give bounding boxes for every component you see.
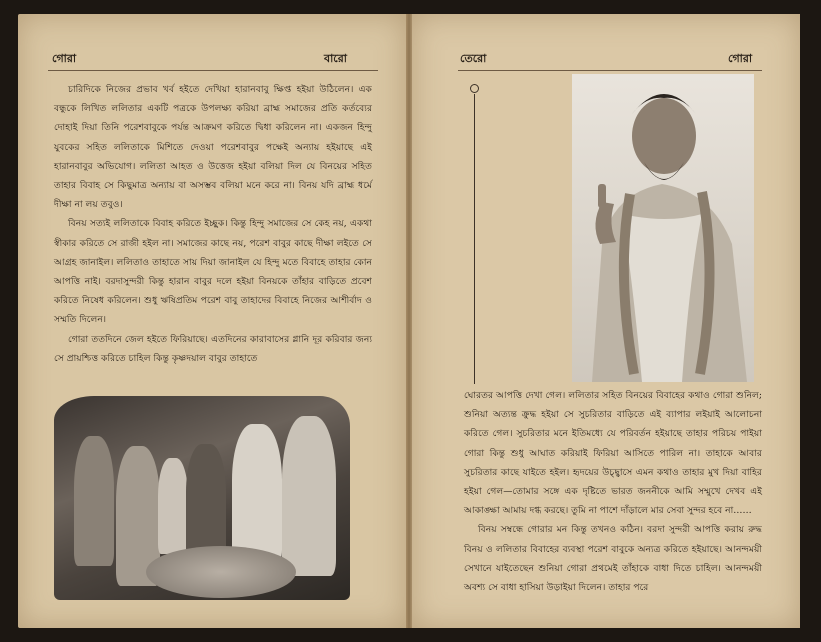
figure-man-dhoti	[232, 424, 282, 564]
right-page-number: তেরো	[460, 52, 487, 65]
round-table	[146, 546, 296, 598]
header-rule	[458, 70, 762, 71]
film-still-group-photo	[54, 396, 350, 600]
paragraph: বিনয় সম্বন্ধে গোরার মন কিন্তু তখনও কঠিন। বরদা সুন্দরী আপত্তি করায় রুদ্ধ বিনয় ও ললিতার বিবাহের ব্যবস্থা পরেশ বাবুকে অন্যত্র করিতে হইয়াছে। আনন্দময়ী সেখানে যাইতেছেন শুনিয়া গোরা প্রথমেই তাঁহাকে বাধা দিতে চাহিল। আনন্দময়ী অবশ্য সে বাধা হাসিয়া উড়াইয়া দিলেন। তাহার পরে	[464, 524, 762, 594]
paragraph: বিনয় সত্যই ললিতাকে বিবাহ করিতে ইচ্ছুক। কিন্তু হিন্দু সমাজের সে কেহ নয়, একথা স্বীকার করিতে সে রাজী হইল না। সমাজের কাছে নয়, পরেশ বাবুর কাছে দীক্ষা লইতে সে আগ্রহ জানাইল। ললিতাও তাহাতে সায় দিয়া জানাইল যে হিন্দু মতে বিবাহে তাহার কোন আপত্তি নাই। বরদাসুন্দরী কিন্তু হারান বাবুর দলে হইয়া বিনয়কে তাঁহার বাড়িতে প্রবেশ করিতে নিষেধ করিলেন। শুধু ঋষিপ্রতিম পরেশ বাবু তাহাদের বিবাহে নিজের আশীর্বাদ ও সম্মতি দিলেন।	[54, 218, 372, 326]
paragraph: গোরা ততদিনে জেল হইতে ফিরিয়াছে। এতদিনের কারাবাসের গ্লানি দূর করিবার জন্য সে প্রায়শ্চিত্ত করিতে চাহিল কিন্তু কৃষ্ণদয়াল বাবুর তাহাতে	[54, 333, 372, 364]
right-running-header-title: গোরা	[728, 52, 753, 65]
header-rule	[48, 70, 378, 71]
paragraph: ঘোরতর আপত্তি দেখা গেল। ললিতার সহিত বিনয়ের বিবাহের কথাও গোরা শুনিল; শুনিয়া অত্যন্ত ক্রুদ্ধ হইয়া সে সুচরিতার বাড়িতে এই ব্যাপার লইয়াই আলোচনা করিতে গেল। সুচরিতার মনে ইতিমধ্যে যে পরিবর্তন হইয়াছে তাহার পরিচয় পাইয়া গোরা কিন্তু শুধু আঘাত করিয়াই ফিরিয়া আসিতে পারিল না। তাহাকে আবার সুচরিতার কাছে যাইতে হইল। হৃদয়ের উচ্ছ্বাসে এমন কথাও তাহার মুখ দিয়া বাহির হইয়া গেল—তোমার সঙ্গে এক দৃষ্টিতে ভারত জননীকে আমি সম্মুখে দেখব এই আকাঙ্ক্ষা আমায় দগ্ধ করছে। তুমি না পাশে দাঁড়ালে মার সেবা সুন্দর হবে না……	[464, 390, 762, 517]
figure-man-shawl	[282, 416, 336, 576]
bearded-man-portrait	[572, 74, 754, 382]
decorative-ring	[470, 84, 479, 93]
left-running-header-title: গোরা	[52, 52, 77, 65]
left-page-number: বারো	[324, 52, 347, 65]
film-still-portrait	[572, 74, 754, 382]
decorative-vertical-rule	[474, 94, 475, 384]
figure-woman-left	[74, 436, 114, 566]
paragraph: চারিদিকে নিজের প্রভাব খর্ব হইতে দেখিয়া হারানবাবু ক্ষিপ্ত হইয়া উঠিলেন। এক বন্ধুকে লিখিত ললিতার একটি পত্রকে উপলক্ষ্য করিয়া ব্রাহ্ম সমাজের প্রতি কর্তব্যের দোহাই দিয়া তিনি পরেশবাবুকে পর্যন্ত আক্রমণ করিতে দ্বিধা করিলেন না। একজন হিন্দু যুবকের সহিত ললিতাকে মিশিতে দেওয়া পরেশবাবুর পক্ষেই অন্যায় হইয়াছে এই হারানবাবুর অভিযোগ। ললিতা আহত ও উত্তেজ হইয়া বলিয়া দিল যে বিনয়ের সহিত তাহার বিবাহ সে কিছুমাত্র অন্যায় বা অসম্ভব বলিয়া মনে করে না। বিনয় যদি ব্রাহ্ম ধর্মে দীক্ষা না লয় তবুও।	[54, 84, 372, 211]
figure-child	[158, 458, 188, 554]
left-page	[18, 14, 406, 628]
right-body-text	[464, 386, 762, 597]
left-body-text	[54, 80, 372, 368]
right-page	[412, 14, 800, 628]
